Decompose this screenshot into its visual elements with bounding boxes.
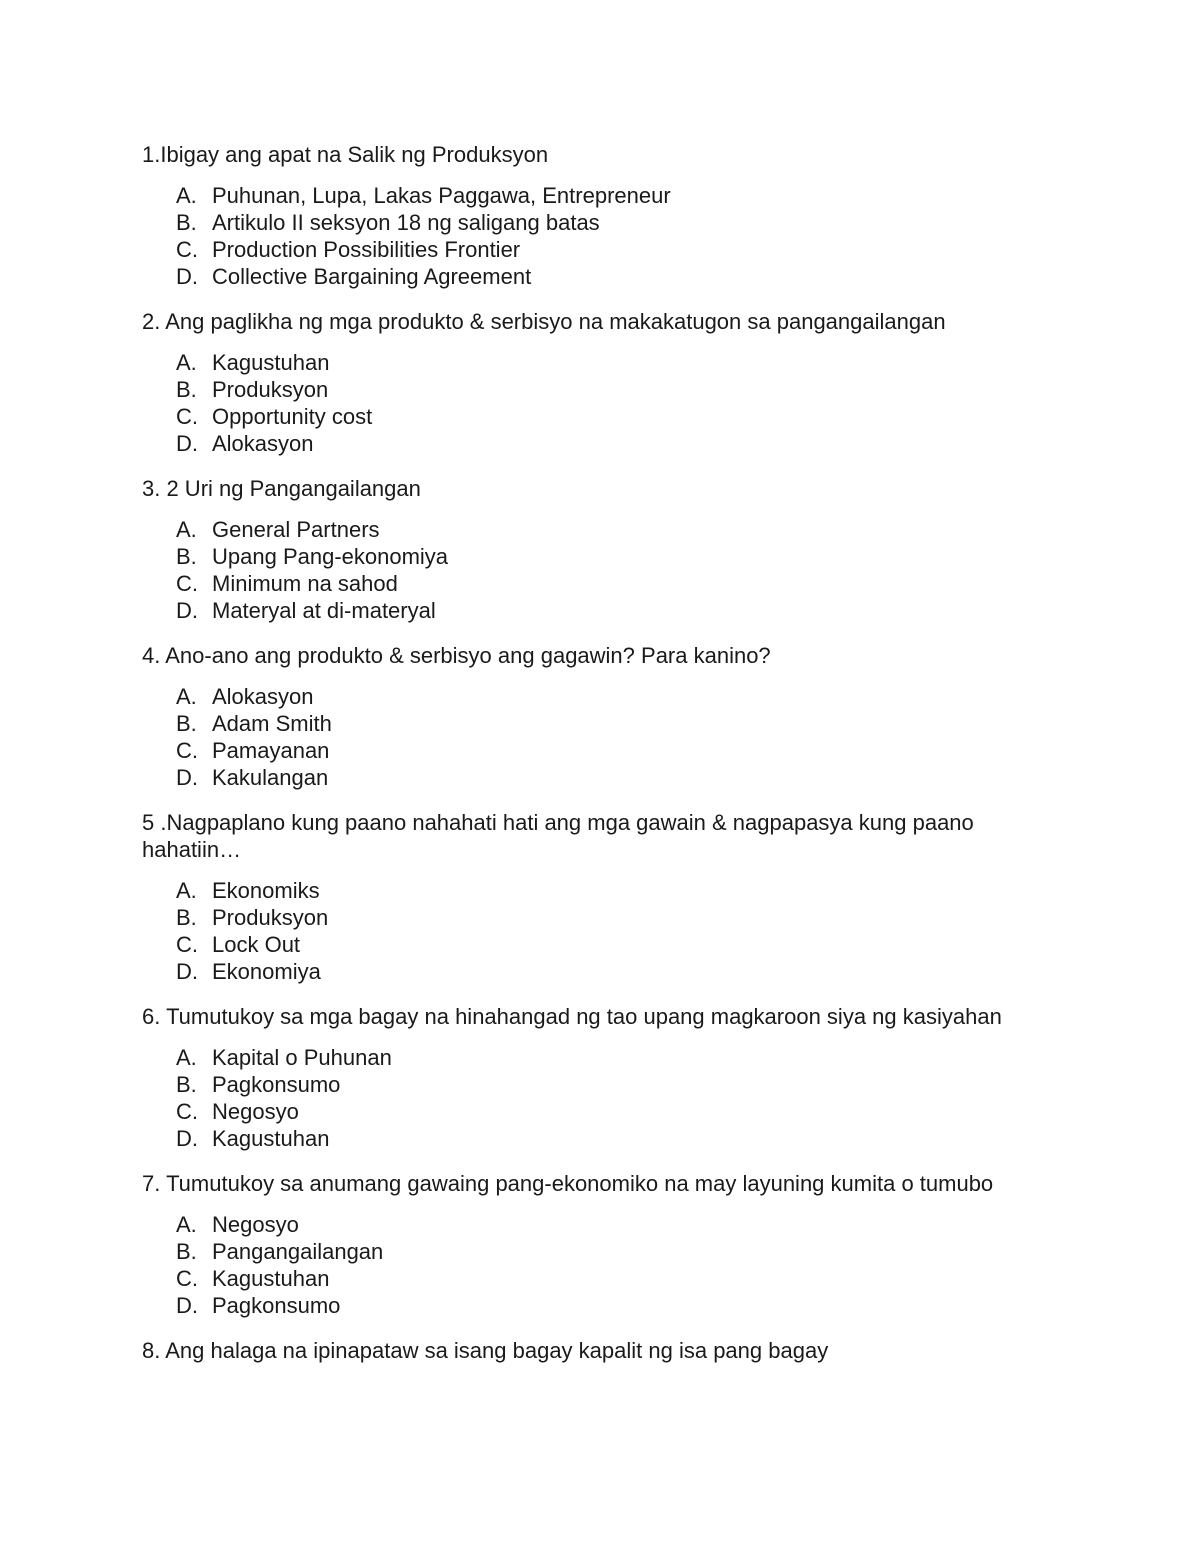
option-text: Pagkonsumo	[212, 1293, 341, 1318]
option-item	[176, 376, 1072, 403]
option-text: Kakulangan	[212, 765, 329, 790]
option-item	[176, 1238, 1072, 1265]
option-item	[176, 516, 1072, 543]
option-text: Negosyo	[212, 1099, 299, 1124]
option-item	[176, 182, 1072, 209]
question-block	[142, 308, 1072, 457]
option-item	[176, 263, 1072, 290]
option-item	[176, 764, 1072, 791]
option-letter: A.	[176, 878, 197, 903]
option-item	[176, 1044, 1072, 1071]
question-block	[142, 809, 1072, 985]
option-letter: D.	[176, 1126, 198, 1151]
option-letter: B.	[176, 544, 197, 569]
option-item	[176, 904, 1072, 931]
options-list	[142, 182, 1072, 290]
question-block	[142, 475, 1072, 624]
option-letter: C.	[176, 1099, 198, 1124]
question-block	[142, 1170, 1072, 1319]
option-letter: B.	[176, 1239, 197, 1264]
option-item	[176, 1211, 1072, 1238]
option-item	[176, 349, 1072, 376]
option-text: Minimum na sahod	[212, 571, 398, 596]
option-item	[176, 236, 1072, 263]
option-item	[176, 931, 1072, 958]
option-letter: C.	[176, 404, 198, 429]
option-letter: C.	[176, 1266, 198, 1291]
option-letter: B.	[176, 711, 197, 736]
option-letter: D.	[176, 1293, 198, 1318]
option-item	[176, 683, 1072, 710]
option-text: Upang Pang-ekonomiya	[212, 544, 449, 569]
option-text: Kagustuhan	[212, 1266, 330, 1291]
option-letter: B.	[176, 1072, 197, 1097]
question-text: 2. Ang paglikha ng mga produkto & serbisyo na makakatugon sa pangangailangan	[142, 309, 946, 334]
option-text: Produksyon	[212, 377, 329, 402]
option-text: Kapital o Puhunan	[212, 1045, 392, 1070]
option-letter: B.	[176, 210, 197, 235]
option-letter: A.	[176, 183, 197, 208]
option-text: Materyal at di-materyal	[212, 598, 436, 623]
option-text: Kagustuhan	[212, 350, 330, 375]
question-text: 7. Tumutukoy sa anumang gawaing pang-ekonomiko na may layuning kumita o tumubo	[142, 1171, 994, 1196]
question-block	[142, 141, 1072, 290]
option-text: Artikulo II seksyon 18 ng saligang batas	[212, 210, 600, 235]
question-text: 4. Ano-ano ang produkto & serbisyo ang gagawin? Para kanino?	[142, 643, 771, 668]
question-text: 8. Ang halaga na ipinapataw sa isang bagay kapalit ng isa pang bagay	[142, 1338, 829, 1363]
option-text: Collective Bargaining Agreement	[212, 264, 532, 289]
question-text: 3. 2 Uri ng Pangangailangan	[142, 476, 421, 501]
option-letter: C.	[176, 237, 198, 262]
option-letter: A.	[176, 1212, 197, 1237]
question-block	[142, 1337, 1072, 1364]
options-list	[142, 1044, 1072, 1152]
option-letter: A.	[176, 350, 197, 375]
option-letter: D.	[176, 765, 198, 790]
options-list	[142, 877, 1072, 985]
option-item	[176, 1071, 1072, 1098]
question-text: 1.Ibigay ang apat na Salik ng Produksyon	[142, 142, 549, 167]
option-item	[176, 403, 1072, 430]
option-text: Adam Smith	[212, 711, 332, 736]
question-text: 6. Tumutukoy sa mga bagay na hinahangad ng tao upang magkaroon siya ng kasiyahan	[142, 1004, 1002, 1029]
option-text: Produksyon	[212, 905, 329, 930]
option-letter: A.	[176, 1045, 197, 1070]
question-text: 5 .Nagpaplano kung paano nahahati hati ang mga gawain & nagpapasya kung paano hahatiin…	[142, 810, 974, 862]
option-item	[176, 877, 1072, 904]
option-letter: B.	[176, 905, 197, 930]
option-text: Ekonomiks	[212, 878, 320, 903]
option-item	[176, 1098, 1072, 1125]
option-item	[176, 543, 1072, 570]
option-item	[176, 737, 1072, 764]
option-text: Pamayanan	[212, 738, 330, 763]
option-item	[176, 209, 1072, 236]
option-letter: D.	[176, 264, 198, 289]
option-item	[176, 1265, 1072, 1292]
option-text: Negosyo	[212, 1212, 299, 1237]
option-item	[176, 1292, 1072, 1319]
option-text: Pangangailangan	[212, 1239, 384, 1264]
option-letter: D.	[176, 598, 198, 623]
option-text: Puhunan, Lupa, Lakas Paggawa, Entrepreneur	[212, 183, 671, 208]
option-letter: D.	[176, 431, 198, 456]
option-letter: C.	[176, 932, 198, 957]
option-letter: C.	[176, 738, 198, 763]
question-block	[142, 1003, 1072, 1152]
option-item	[176, 430, 1072, 457]
option-text: Ekonomiya	[212, 959, 321, 984]
option-item	[176, 710, 1072, 737]
options-list	[142, 683, 1072, 791]
options-list	[142, 1211, 1072, 1319]
option-text: Lock Out	[212, 932, 301, 957]
option-text: General Partners	[212, 517, 380, 542]
option-text: Alokasyon	[212, 684, 314, 709]
options-list	[142, 349, 1072, 457]
option-letter: A.	[176, 684, 197, 709]
option-text: Production Possibilities Frontier	[212, 237, 521, 262]
option-text: Opportunity cost	[212, 404, 373, 429]
option-text: Pagkonsumo	[212, 1072, 341, 1097]
option-text: Kagustuhan	[212, 1126, 330, 1151]
question-block	[142, 642, 1072, 791]
option-letter: D.	[176, 959, 198, 984]
quiz-page	[142, 141, 1072, 1364]
option-item	[176, 597, 1072, 624]
option-letter: A.	[176, 517, 197, 542]
option-letter: C.	[176, 571, 198, 596]
option-item	[176, 958, 1072, 985]
option-item	[176, 570, 1072, 597]
option-item	[176, 1125, 1072, 1152]
options-list	[142, 516, 1072, 624]
option-text: Alokasyon	[212, 431, 314, 456]
option-letter: B.	[176, 377, 197, 402]
